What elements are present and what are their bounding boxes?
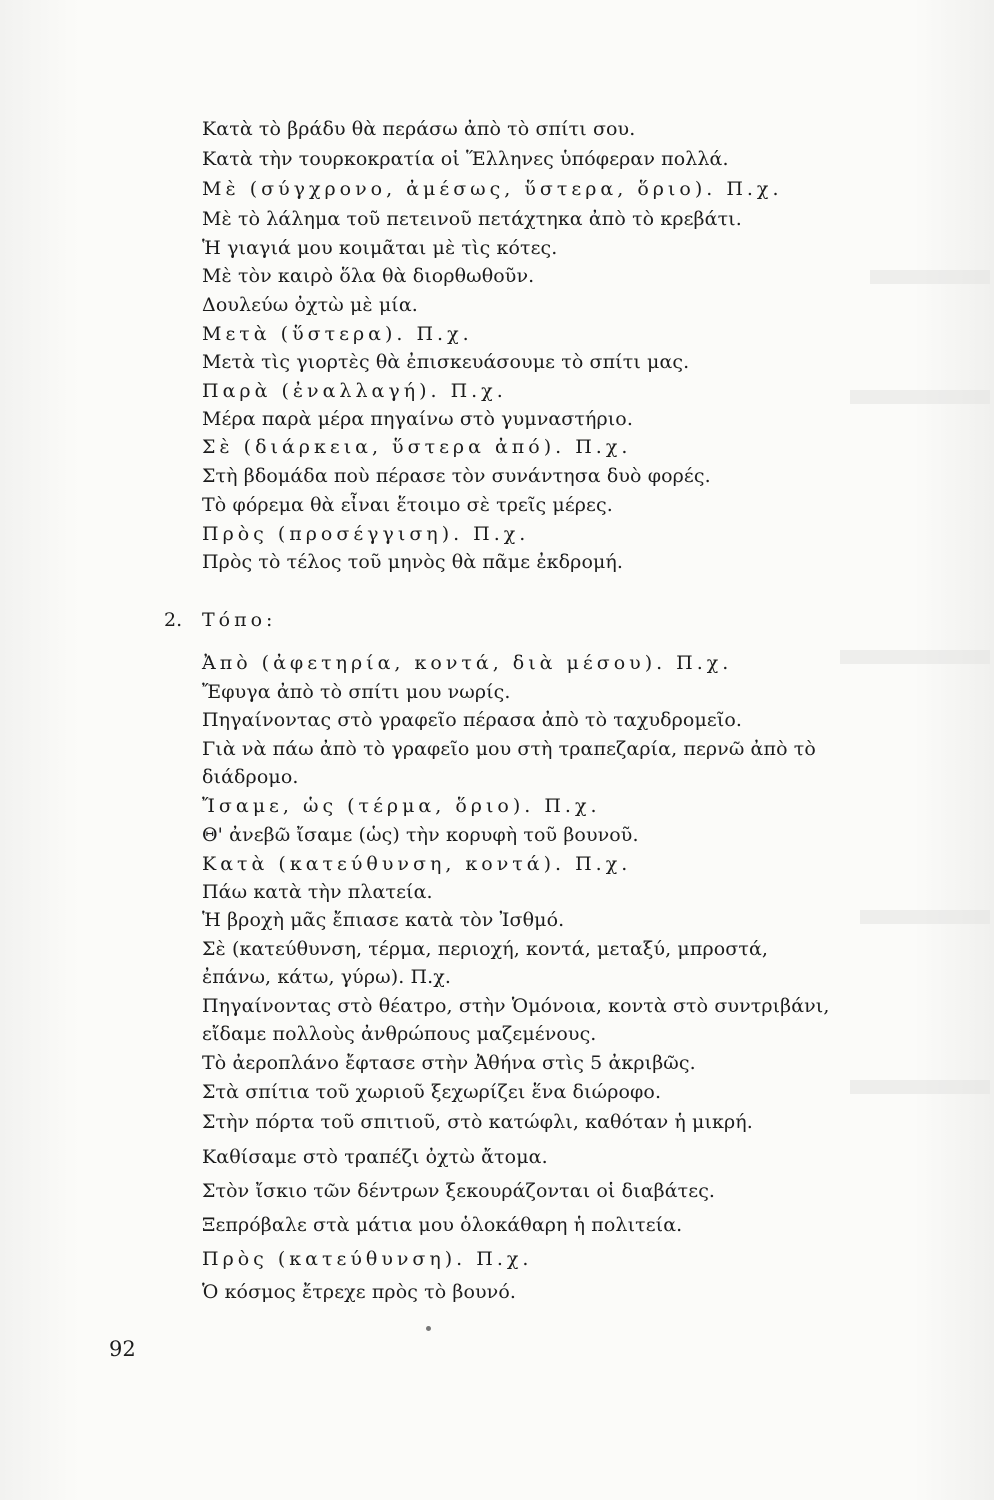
text-line: Ἡ γιαγιά μου κοιμᾶται μὲ τὶς κότες. bbox=[202, 237, 558, 259]
text-line: Μὲ τὸν καιρὸ ὅλα θὰ διορθωθοῦν. bbox=[202, 265, 535, 287]
text-line: Τὸ ἀεροπλάνο ἔφτασε στὴν Ἀθήνα στὶς 5 ἀκριβῶς. bbox=[202, 1052, 696, 1074]
text-line: Πηγαίνοντας στὸ γραφεῖο πέρασα ἀπὸ τὸ ταχυδρομεῖο. bbox=[202, 709, 743, 731]
text-line: Θ' ἀνεβῶ ἴσαμε (ὡς) τὴν κορυφὴ τοῦ βουνοῦ. bbox=[202, 824, 639, 846]
text-line: Πρὸς τὸ τέλος τοῦ μηνὸς θὰ πᾶμε ἐκδρομή. bbox=[202, 551, 624, 573]
text-line: Κατὰ τὸ βράδυ θὰ περάσω ἀπὸ τὸ σπίτι σου. bbox=[202, 118, 636, 140]
text-line: Μετὰ τὶς γιορτὲς θὰ ἐπισκευάσουμε τὸ σπίτι μας. bbox=[202, 351, 690, 373]
text-line: Σὲ (κατεύθυνση, τέρμα, περιοχή, κοντά, μεταξύ, μπροστά, bbox=[202, 938, 769, 960]
text-line: Μὲ (σύγχρονο, ἀμέσως, ὕστερα, ὅριο). Π.χ. bbox=[202, 178, 783, 200]
text-line: Πρὸς (προσέγγιση). Π.χ. bbox=[202, 523, 530, 545]
bleed-through-shadow bbox=[870, 270, 990, 284]
text-line: Δουλεύω ὀχτὼ μὲ μία. bbox=[202, 294, 418, 316]
bleed-through-shadow bbox=[860, 910, 990, 924]
text-line: Στὰ σπίτια τοῦ χωριοῦ ξεχωρίζει ἕνα διώροφο. bbox=[202, 1081, 662, 1103]
text-line: Στὸν ἴσκιο τῶν δέντρων ξεκουράζονται οἱ διαβάτες. bbox=[202, 1180, 716, 1202]
section-heading: Τόπο: bbox=[202, 609, 277, 631]
bleed-through-shadow bbox=[840, 650, 990, 664]
text-line: Ὁ κόσμος ἔτρεχε πρὸς τὸ βουνό. bbox=[202, 1281, 517, 1303]
text-line: Ἴσαμε, ὡς (τέρμα, ὅριο). Π.χ. bbox=[202, 795, 601, 817]
section-number: 2. bbox=[164, 609, 183, 631]
text-line: Μὲ τὸ λάλημα τοῦ πετεινοῦ πετάχτηκα ἀπὸ τὸ κρεβάτι. bbox=[202, 208, 742, 230]
text-line: ἐπάνω, κάτω, γύρω). Π.χ. bbox=[202, 966, 452, 988]
bleed-through-shadow bbox=[850, 390, 990, 404]
text-line: Κατὰ (κατεύθυνση, κοντά). Π.χ. bbox=[202, 853, 632, 875]
text-line: Ἔφυγα ἀπὸ τὸ σπίτι μου νωρίς. bbox=[202, 681, 511, 703]
text-line: Σὲ (διάρκεια, ὕστερα ἀπό). Π.χ. bbox=[202, 436, 632, 458]
page-number: 92 bbox=[109, 1337, 136, 1361]
text-line: Μετὰ (ὕστερα). Π.χ. bbox=[202, 323, 473, 345]
text-line: Καθίσαμε στὸ τραπέζι ὀχτὼ ἄτομα. bbox=[202, 1146, 548, 1168]
text-line: Ξεπρόβαλε στὰ μάτια μου ὁλοκάθαρη ἡ πολιτεία. bbox=[202, 1214, 683, 1236]
text-line: διάδρομο. bbox=[202, 766, 299, 788]
text-line: Τὸ φόρεμα θὰ εἶναι ἕτοιμο σὲ τρεῖς μέρες. bbox=[202, 494, 613, 516]
text-line: Μέρα παρὰ μέρα πηγαίνω στὸ γυμναστήριο. bbox=[202, 408, 633, 430]
text-line: Ἀπὸ (ἀφετηρία, κοντά, διὰ μέσου). Π.χ. bbox=[202, 652, 733, 674]
text-line: Κατὰ τὴν τουρκοκρατία οἱ Ἕλληνες ὑπόφεραν πολλά. bbox=[202, 148, 729, 170]
text-line: Γιὰ νὰ πάω ἀπὸ τὸ γραφεῖο μου στὴ τραπεζαρία, περνῶ ἀπὸ τὸ bbox=[202, 738, 816, 760]
text-line: Πρὸς (κατεύθυνση). Π.χ. bbox=[202, 1248, 533, 1270]
text-line: Πηγαίνοντας στὸ θέατρο, στὴν Ὁμόνοια, κοντὰ στὸ συντριβάνι, bbox=[202, 995, 830, 1017]
text-line: Πάω κατὰ τὴν πλατεία. bbox=[202, 881, 433, 903]
text-line: Παρὰ (ἐναλλαγή). Π.χ. bbox=[202, 380, 507, 402]
text-line: εἴδαμε πολλοὺς ἀνθρώπους μαζεμένους. bbox=[202, 1023, 597, 1045]
text-line: Στὴ βδομάδα ποὺ πέρασε τὸν συνάντησα δυὸ φορές. bbox=[202, 465, 711, 487]
bleed-through-shadow bbox=[850, 1080, 990, 1094]
ink-dot bbox=[426, 1326, 431, 1331]
text-line: Ἡ βροχὴ μᾶς ἔπιασε κατὰ τὸν Ἰσθμό. bbox=[202, 909, 565, 931]
text-line: Στὴν πόρτα τοῦ σπιτιοῦ, στὸ κατώφλι, καθόταν ἡ μικρή. bbox=[202, 1111, 753, 1133]
